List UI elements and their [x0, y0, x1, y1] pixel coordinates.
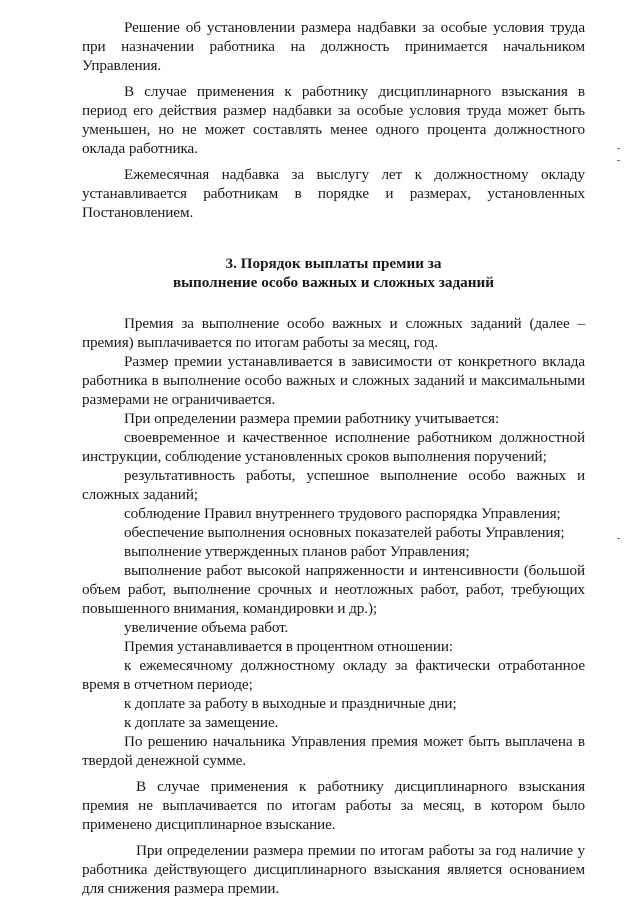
scan-mark [617, 538, 620, 539]
list-item-plans: выполнение утвержденных планов работ Управления; [124, 543, 470, 560]
list-item-volume-increase: увеличение объема работ. [124, 619, 289, 636]
paragraph-disciplinary-month: В случае применения к работнику дисциплинарного взыскания премия не выплачивается по итогам работы за месяц, в котором было применено дисциплинарное взыскание. [82, 778, 585, 833]
list-item-weekend-pay: к доплате за работу в выходные и праздничные дни; [124, 695, 457, 712]
section-heading-line-1: 3. Порядок выплаты премии за [225, 255, 442, 272]
paragraph-criteria-intro: При определении размера премии работнику учитывается: [124, 410, 500, 427]
paragraph-disciplinary-year: При определении размера премии по итогам работы за год наличие у работника действующего дисциплинарного взыскания является основанием для снижения размера премии. [82, 842, 585, 897]
list-item-indicators: обеспечение выполнения основных показателей работы Управления; [124, 524, 565, 541]
section-heading-line-2: выполнение особо важных и сложных заданий [172, 274, 495, 291]
list-item-substitution-pay: к доплате за замещение. [124, 714, 279, 731]
paragraph-seniority-bonus: Ежемесячная надбавка за выслугу лет к должностному окладу устанавливается работникам в порядке и размерах, установленных Постановлением. [82, 166, 585, 221]
paragraph-percentage-intro: Премия устанавливается в процентном отношении: [124, 638, 454, 655]
list-item-salary-based: к ежемесячному должностному окладу за фактически отработанное время в отчетном периоде; [82, 657, 585, 693]
paragraph-fixed-sum: По решению начальника Управления премия может быть выплачена в твердой денежной сумме. [82, 733, 585, 769]
scan-mark [617, 148, 620, 149]
scan-mark [617, 160, 620, 161]
paragraph-premium-size: Размер премии устанавливается в зависимости от конкретного вклада работника в выполнение особо важных и сложных заданий и максимальными размерами не ограничивается. [82, 353, 585, 408]
list-item-effectiveness: результативность работы, успешное выполнение особо важных и сложных заданий; [82, 467, 585, 503]
list-item-high-intensity: выполнение работ высокой напряженности и интенсивности (большой объем работ, выполнение срочных и неотложных работ, работ, требующих повышенного внимания, командировки и др.); [82, 562, 585, 617]
paragraph-bonus-reduction: В случае применения к работнику дисциплинарного взыскания в период его действия размер надбавки за особые условия труда может быть уменьшен, но не может составлять менее одного процента должностного оклада работника. [82, 83, 585, 157]
paragraph-bonus-decision: Решение об установлении размера надбавки за особые условия труда при назначении работника на должность принимается начальником Управления. [82, 19, 585, 74]
section-heading [82, 254, 585, 292]
list-item-timely-execution: своевременное и качественное исполнение работником должностной инструкции, соблюдение установленных сроков выполнения поручений; [82, 429, 585, 465]
list-item-rules-compliance: соблюдение Правил внутреннего трудового распорядка Управления; [124, 505, 561, 522]
paragraph-premium-definition: Премия за выполнение особо важных и сложных заданий (далее – премия) выплачивается по итогам работы за месяц, год. [82, 315, 585, 351]
